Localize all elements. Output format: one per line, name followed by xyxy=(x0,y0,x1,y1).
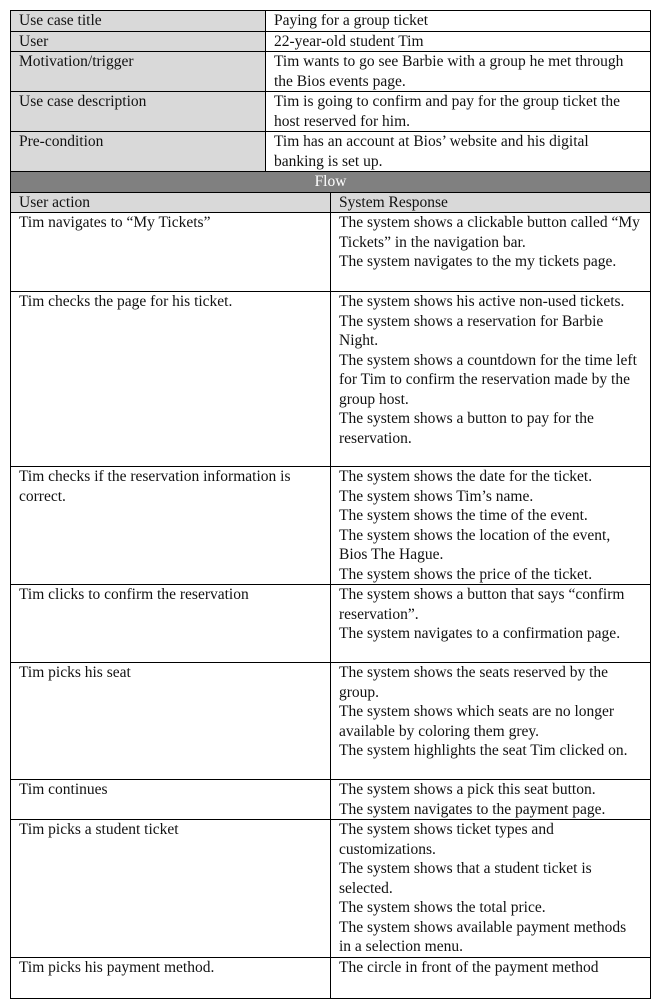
system-response-line: The circle in front of the payment method xyxy=(339,958,599,976)
column-header-system-response: System Response xyxy=(331,192,651,213)
system-response-line: The system shows a pick this seat button. xyxy=(339,781,596,798)
system-response-line: The system shows a button to pay for the reservation. xyxy=(339,410,594,447)
user-action-cell: Tim picks his payment method. xyxy=(11,957,331,998)
meta-value: Tim has an account at Bios’ website and his digital banking is set up. xyxy=(266,132,651,172)
system-response-cell xyxy=(331,467,651,585)
system-response-cell xyxy=(331,780,651,820)
system-response-line: The system shows a reservation for Barbie Night. xyxy=(339,312,604,349)
meta-label: User xyxy=(11,31,266,52)
meta-value: Paying for a group ticket xyxy=(266,11,651,32)
system-response-cell xyxy=(331,957,651,998)
user-action-cell: Tim continues xyxy=(11,780,331,820)
meta-row-user xyxy=(11,31,651,52)
system-response-line: The system shows a countdown for the time left for Tim to confirm the reservation made by the group host. xyxy=(339,351,637,408)
system-response-cell xyxy=(331,663,651,780)
system-response-line: The system shows the total price. xyxy=(339,899,546,916)
meta-row-title xyxy=(11,11,651,32)
system-response-line: The system shows a button that says “confirm reservation”. xyxy=(339,586,625,623)
flow-step-row xyxy=(11,467,651,585)
system-response-line: The system shows a clickable button called “My Tickets” in the navigation bar. xyxy=(339,214,640,251)
flow-step-row xyxy=(11,957,651,998)
system-response-line: The system navigates to the payment page. xyxy=(339,800,606,818)
meta-row-description xyxy=(11,92,651,132)
system-response-line: The system shows the price of the ticket. xyxy=(339,565,593,583)
system-response-line: The system shows the location of the event, Bios The Hague. xyxy=(339,526,611,563)
meta-value: Tim wants to go see Barbie with a group he met through the Bios events page. xyxy=(266,52,651,92)
meta-value: Tim is going to confirm and pay for the group ticket the host reserved for him. xyxy=(266,92,651,132)
system-response-line: The system shows ticket types and customizations. xyxy=(339,821,554,858)
system-response-line: The system shows the date for the ticket. xyxy=(339,468,593,485)
flow-table xyxy=(10,171,651,999)
flow-title: Flow xyxy=(11,172,651,193)
flow-step-row xyxy=(11,780,651,820)
flow-step-row xyxy=(11,585,651,663)
flow-step-row xyxy=(11,820,651,958)
meta-label: Pre-condition xyxy=(11,132,266,172)
system-response-line: The system navigates to a confirmation page. xyxy=(339,625,621,642)
system-response-line: The system highlights the seat Tim clicked on. xyxy=(339,742,628,759)
system-response-line: The system shows that a student ticket is selected. xyxy=(339,860,592,897)
flow-step-row xyxy=(11,213,651,292)
column-header-user-action: User action xyxy=(11,192,331,213)
system-response-line: The system shows the seats reserved by the group. xyxy=(339,664,609,701)
system-response-cell xyxy=(331,292,651,467)
user-action-cell: Tim picks a student ticket xyxy=(11,820,331,958)
user-action-cell: Tim checks the page for his ticket. xyxy=(11,292,331,467)
meta-label: Use case description xyxy=(11,92,266,132)
user-action-cell: Tim clicks to confirm the reservation xyxy=(11,585,331,663)
user-action-cell: Tim navigates to “My Tickets” xyxy=(11,213,331,292)
system-response-line: The system shows his active non-used tickets. xyxy=(339,293,625,310)
system-response-cell xyxy=(331,213,651,292)
flow-step-row xyxy=(11,292,651,467)
use-case-document xyxy=(10,10,651,999)
meta-label: Use case title xyxy=(11,11,266,32)
flow-column-header-row xyxy=(11,192,651,213)
system-response-line: The system shows available payment methods in a selection menu. xyxy=(339,918,627,955)
system-response-line: The system shows Tim’s name. xyxy=(339,487,534,505)
meta-label: Motivation/trigger xyxy=(11,52,266,92)
system-response-line: The system shows which seats are no longer available by coloring them grey. xyxy=(339,703,615,740)
meta-value: 22-year-old student Tim xyxy=(266,31,651,52)
meta-row-motivation xyxy=(11,52,651,92)
system-response-line: The system shows the time of the event. xyxy=(339,507,588,524)
flow-header-row xyxy=(11,172,651,193)
system-response-cell xyxy=(331,820,651,958)
use-case-meta-table xyxy=(10,10,651,172)
user-action-cell: Tim checks if the reservation information is correct. xyxy=(11,467,331,585)
system-response-line: The system navigates to the my tickets page. xyxy=(339,253,617,270)
user-action-cell: Tim picks his seat xyxy=(11,663,331,780)
meta-row-precondition xyxy=(11,132,651,172)
flow-step-row xyxy=(11,663,651,780)
system-response-cell xyxy=(331,585,651,663)
